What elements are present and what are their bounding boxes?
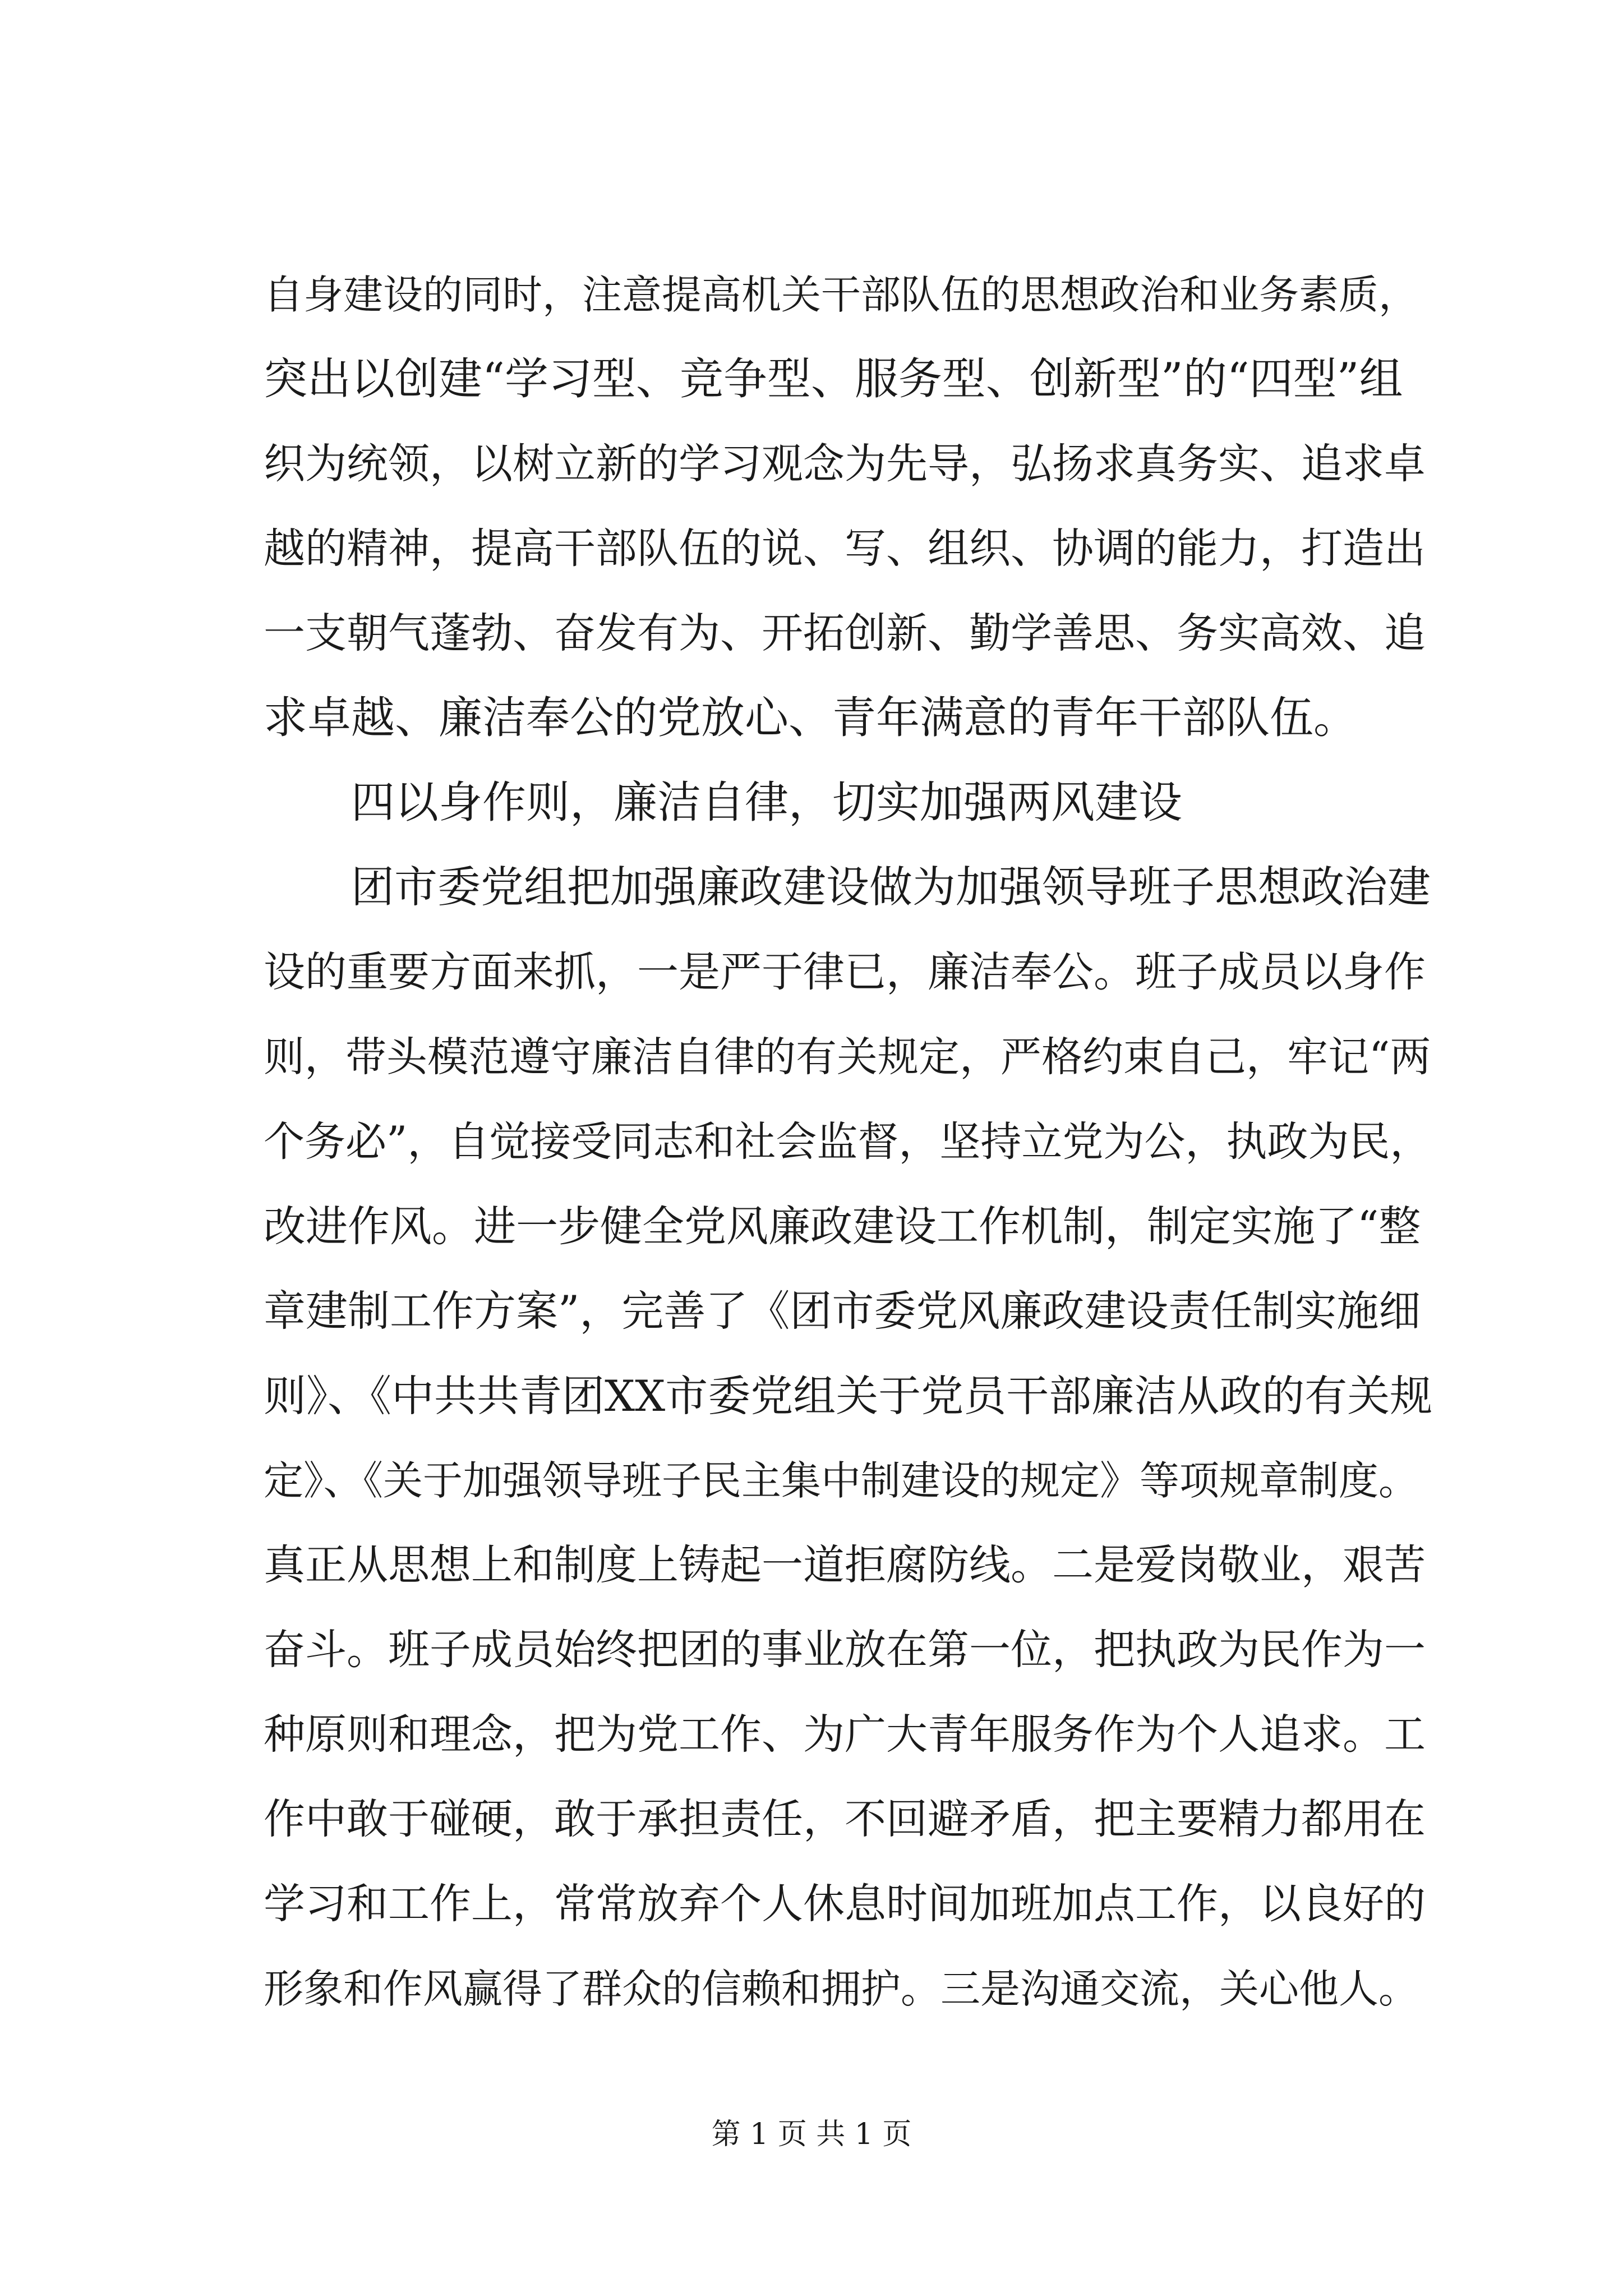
text-line: 奋斗。班子成员始终把团的事业放在第一位，把执政为民作为一 <box>264 1626 1426 1674</box>
text-line: 则》、《中共共青团XX市委党组关于党员干部廉洁从政的有关规 <box>264 1371 1433 1421</box>
text-line: 真正从思想上和制度上铸起一道拒腐防线。二是爱岗敬业，艰苦 <box>264 1541 1426 1589</box>
text-line: 学习和工作上，常常放弃个人休息时间加班加点工作，以良好的 <box>264 1880 1426 1928</box>
document-body <box>264 252 1433 2031</box>
text-line: 定》、《关于加强领导班子民主集中制建设的规定》等项规章制度。 <box>264 1457 1419 1504</box>
text-line: 越的精神，提高干部队伍的说、写、组织、协调的能力，打造出 <box>264 524 1426 573</box>
text-line: 一支朝气蓬勃、奋发有为、开拓创新、勤学善思、务实高效、追 <box>264 609 1426 657</box>
text-line: 则，带头模范遵守廉洁自律的有关规定，严格约束自己，牢记“两 <box>264 1033 1431 1081</box>
text-line: 织为统领，以树立新的学习观念为先导，弘扬求真务实、追求卓 <box>264 440 1426 488</box>
text-line: 求卓越、廉洁奉公的党放心、青年满意的青年干部队伍。 <box>264 693 1358 743</box>
text-line: 改进作风。进一步健全党风廉政建设工作机制，制定实施了“整 <box>264 1202 1421 1251</box>
page-footer <box>0 2115 1623 2154</box>
text-line: 突出以创建“学习型、竞争型、服务型、创新型”的“四型”组 <box>264 354 1403 404</box>
text-line: 自身建设的同时，注意提高机关干部队伍的思想政治和业务素质， <box>264 272 1419 318</box>
text-line: 设的重要方面来抓，一是严于律已，廉洁奉公。班子成员以身作 <box>264 948 1426 996</box>
text-line: 种原则和理念，把为党工作、为广大青年服务作为个人追求。工 <box>264 1710 1426 1759</box>
text-line: 作中敢于碰硬，敢于承担责任，不回避矛盾，把主要精力都用在 <box>264 1795 1426 1843</box>
page-number-label: 第 1 页 共 1 页 <box>711 2118 912 2151</box>
section-heading: 四以身作则，廉洁自律，切实加强两风建设 <box>351 777 1183 828</box>
text-line: 个务必”，自觉接受同志和社会监督，坚持立党为公，执政为民， <box>264 1118 1431 1166</box>
paragraph-first-line: 团市委党组把加强廉政建设做为加强领导班子思想政治建 <box>351 863 1431 913</box>
text-line: 形象和作风赢得了群众的信赖和拥护。三是沟通交流，关心他人。 <box>264 1966 1419 2012</box>
text-line: 章建制工作方案”，完善了《团市委党风廉政建设责任制实施细 <box>264 1286 1421 1336</box>
